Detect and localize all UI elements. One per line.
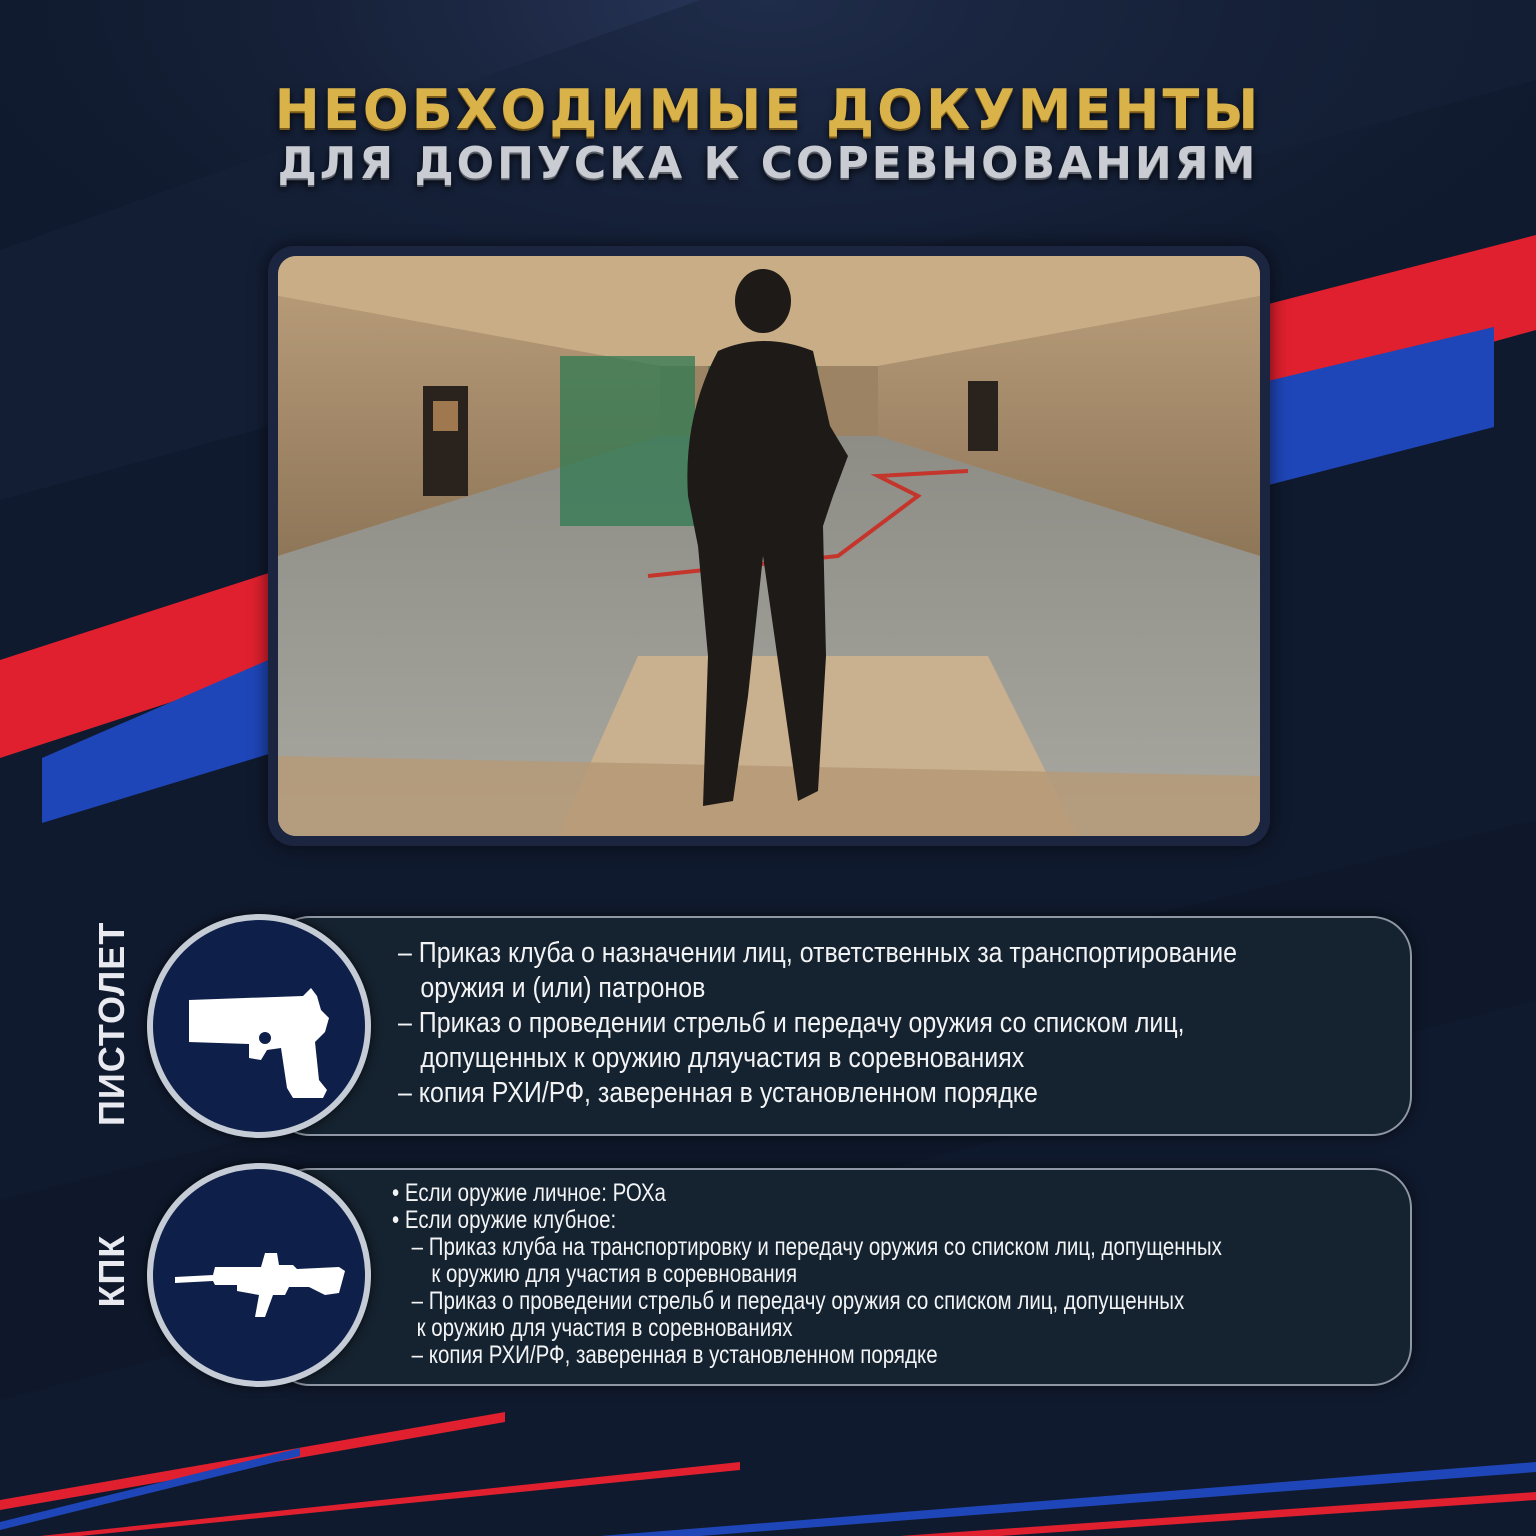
list-item: – Приказ о проведении стрельб и передачу оружия со списком лиц, xyxy=(398,1007,1185,1039)
list-item: • Если оружие клубное: xyxy=(392,1206,617,1234)
pistol-icon xyxy=(153,920,365,1132)
pistol-documents-list xyxy=(398,936,1237,1111)
list-item: к оружию для участия в соревнования xyxy=(431,1260,798,1288)
list-item: – Приказ клуба на транспортировку и передачу оружия со списком лиц, допущенных xyxy=(411,1233,1222,1261)
rifle-documents-list xyxy=(392,1180,1222,1369)
list-item: к оружию для участия в соревнованиях xyxy=(416,1314,793,1342)
list-item: – копия РХИ/РФ, заверенная в установленном порядке xyxy=(411,1341,938,1369)
pistol-circle xyxy=(147,914,371,1138)
shooting-range-photo xyxy=(268,246,1270,846)
list-item: допущенных к оружию дляучастия в соревнованиях xyxy=(420,1042,1025,1074)
title-line-2: ДЛЯ ДОПУСКА К СОРЕВНОВАНИЯМ xyxy=(277,138,1259,189)
section-label-rifle: КПК xyxy=(91,1234,132,1308)
section-label-pistol: ПИСТОЛЕТ xyxy=(91,921,132,1126)
rifle-icon xyxy=(153,1169,365,1381)
list-item: • Если оружие личное: РОХа xyxy=(392,1179,666,1207)
title-line-1: НЕОБХОДИМЫЕ ДОКУМЕНТЫ xyxy=(274,78,1262,141)
list-item: оружия и (или) патронов xyxy=(420,972,706,1004)
list-item: – Приказ о проведении стрельб и передачу оружия со списком лиц, допущенных xyxy=(411,1287,1185,1315)
list-item: – копия РХИ/РФ, заверенная в установленном порядке xyxy=(398,1077,1038,1109)
rifle-circle xyxy=(147,1163,371,1387)
list-item: – Приказ клуба о назначении лиц, ответственных за транспортирование xyxy=(398,937,1238,969)
